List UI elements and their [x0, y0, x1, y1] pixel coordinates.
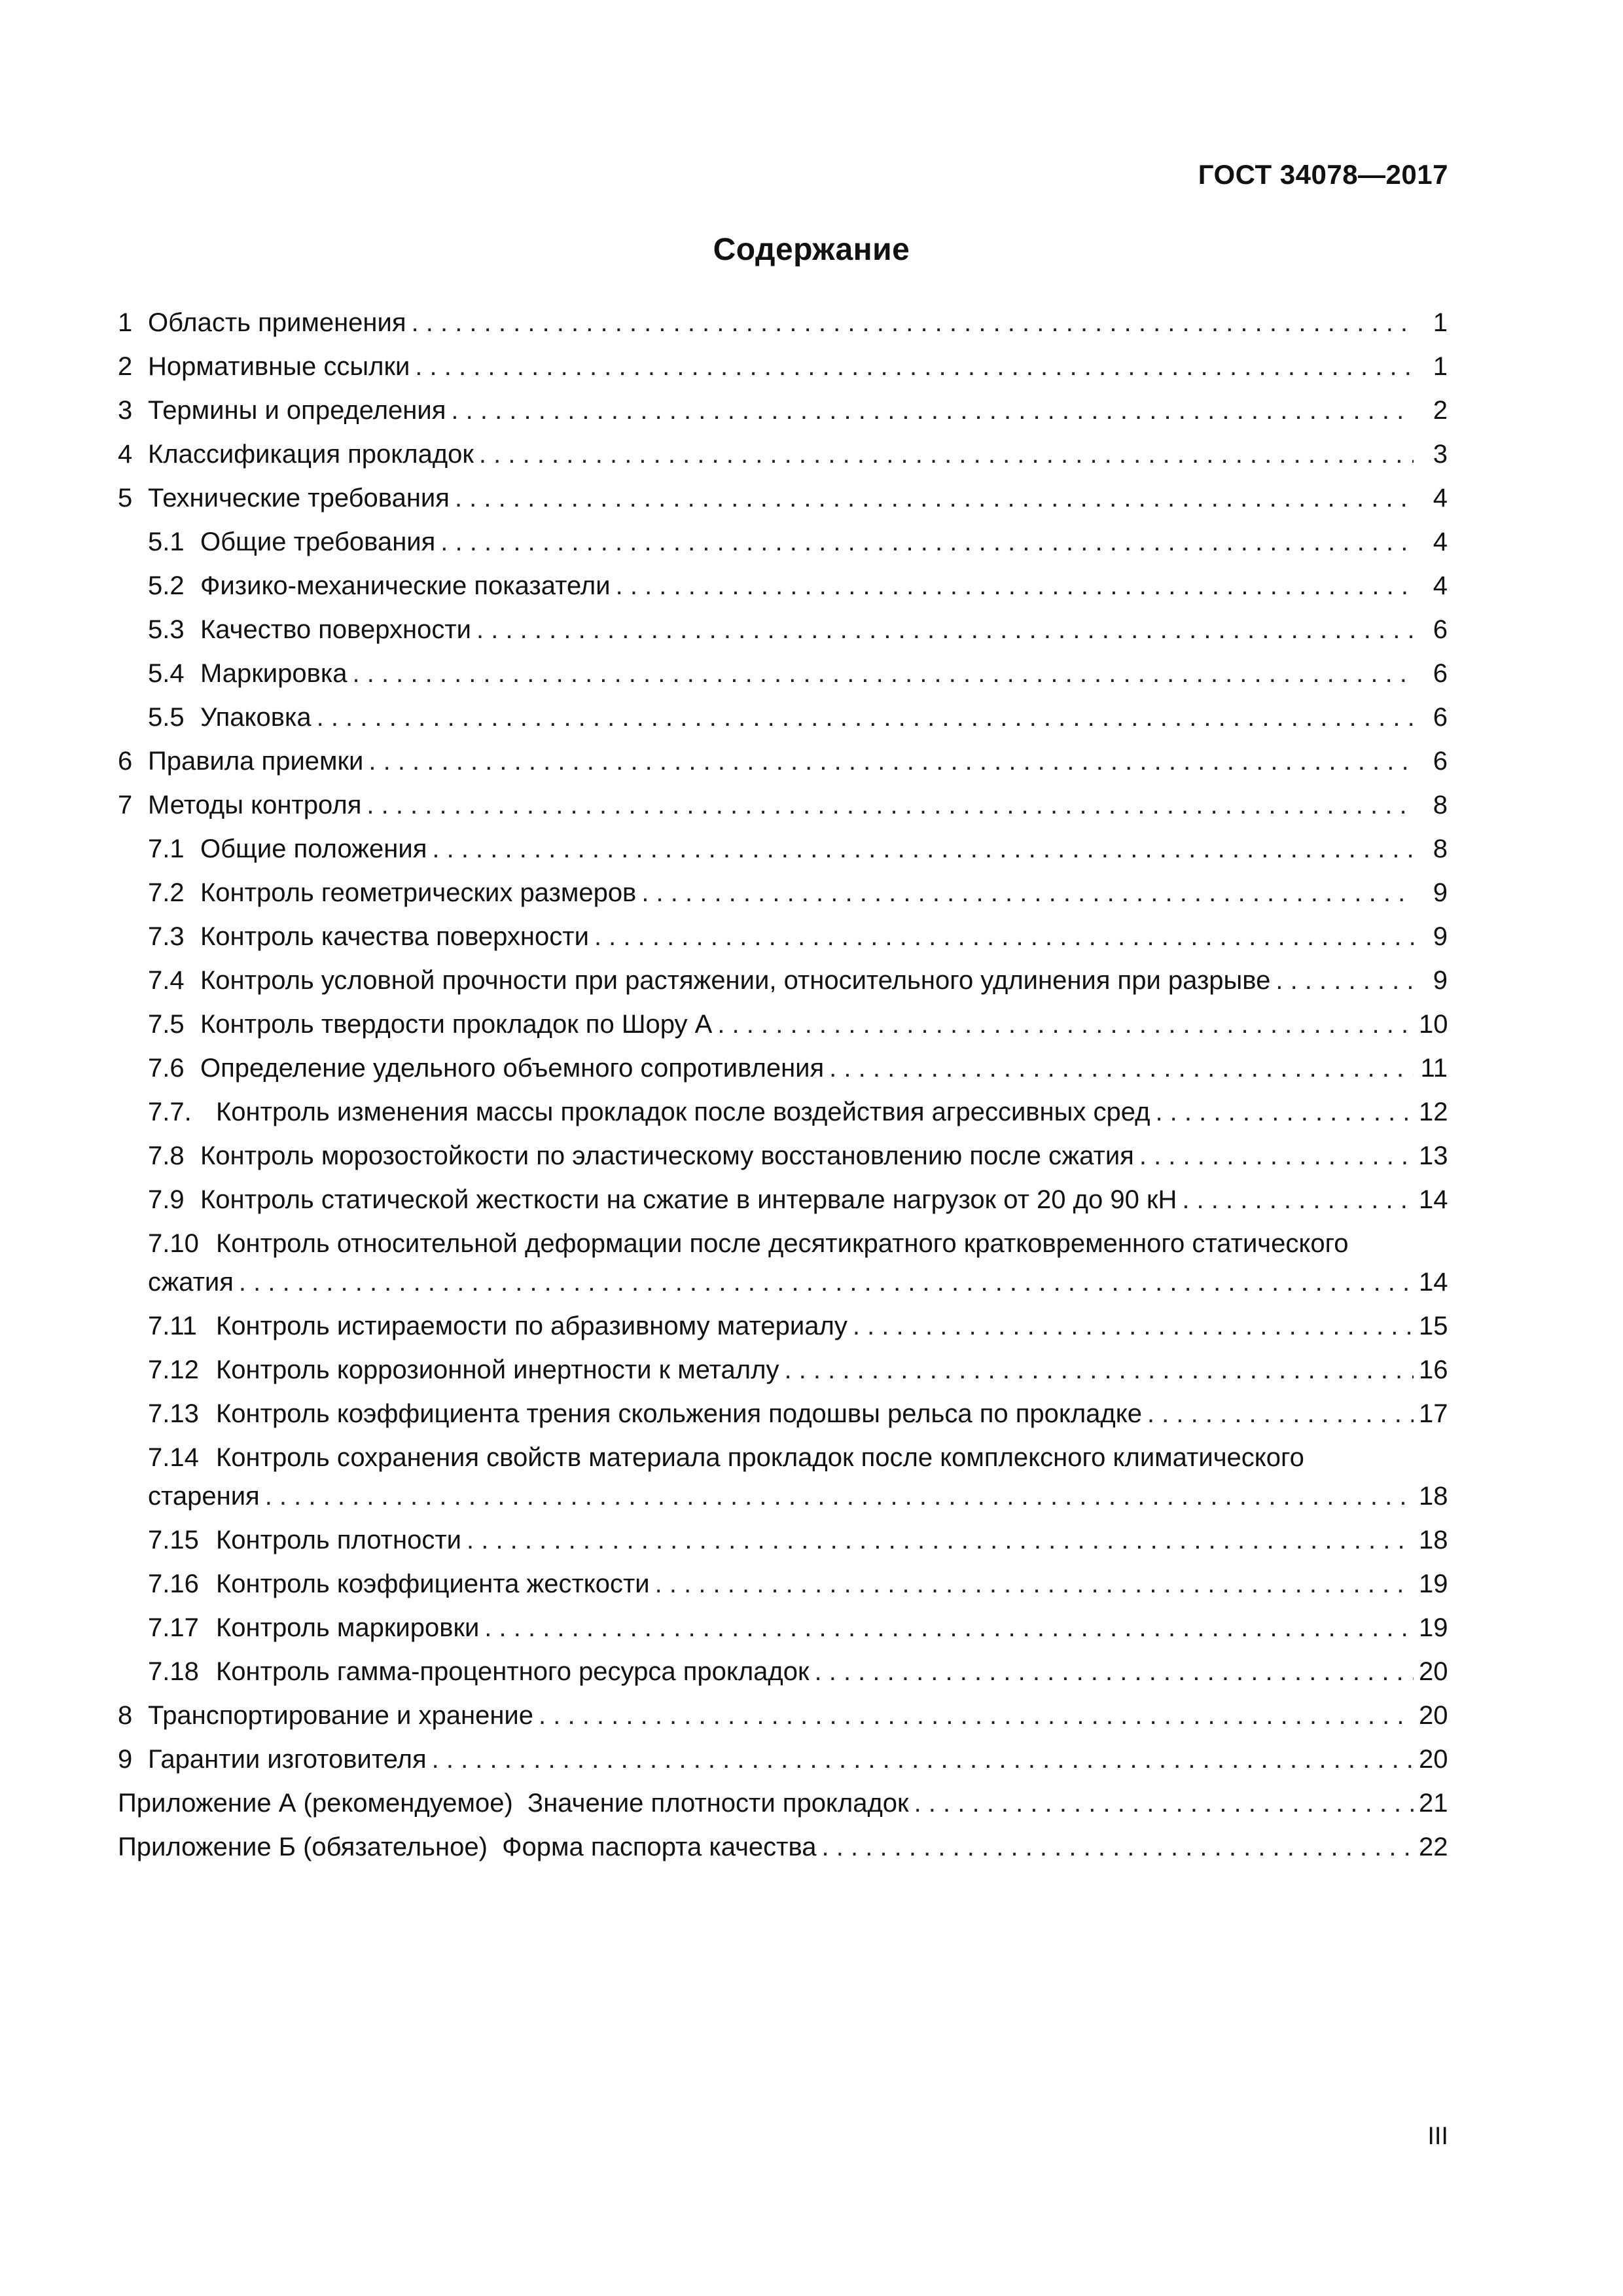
toc-entry-title: Контроль статической жесткости на сжатие в интервале нагрузок от 20 до 90 кН: [200, 1185, 1177, 1214]
dot-leader: [594, 915, 1414, 959]
dot-leader: [1275, 959, 1414, 1003]
toc-entry-page: 6: [1433, 615, 1448, 644]
toc-entry-number: 7.11: [148, 1312, 197, 1340]
toc-entry-page: 6: [1433, 703, 1448, 732]
document-code: ГОСТ 34078—2017: [1198, 159, 1448, 190]
dot-leader: [239, 1263, 1414, 1302]
toc-entry-5-5[interactable]: [118, 696, 1448, 740]
toc-entry-page: 9: [1433, 878, 1448, 907]
toc-entry-6[interactable]: [118, 740, 1448, 783]
toc-entry-number: 6: [118, 747, 133, 776]
toc-entry-number: 7.16: [148, 1570, 199, 1598]
toc-entry-number: 7.2: [148, 878, 185, 907]
toc-entry-title: Контроль коэффициента жесткости: [216, 1570, 650, 1598]
toc-entry-number: 7.4: [148, 966, 185, 995]
toc-entry-number: 7.13: [148, 1399, 199, 1428]
toc-entry-page: 21: [1419, 1789, 1448, 1818]
toc-entry-page: 13: [1419, 1141, 1448, 1170]
toc-entry-page: 20: [1419, 1701, 1448, 1730]
toc-entry-number: 1: [118, 308, 133, 337]
dot-leader: [853, 1304, 1414, 1348]
dot-leader: [484, 1606, 1414, 1650]
toc-entry-5-3[interactable]: [118, 608, 1448, 652]
toc-entry-page: 20: [1419, 1657, 1448, 1686]
toc-entry-title: Упаковка: [200, 703, 312, 732]
toc-entry-4[interactable]: [118, 433, 1448, 476]
toc-entry-appendix-b[interactable]: [118, 1825, 1448, 1869]
toc-entry-page: 20: [1419, 1745, 1448, 1774]
toc-entry-title: Область применения: [148, 308, 406, 337]
dot-leader: [914, 1782, 1414, 1825]
toc-entry-page: 4: [1433, 528, 1448, 556]
toc-entry-page: 1: [1433, 352, 1448, 381]
page-title: Содержание: [713, 232, 910, 267]
toc-entry-title: Маркировка: [200, 659, 348, 688]
toc-entry-page: 10: [1419, 1010, 1448, 1039]
toc-entry-7-14[interactable]: [118, 1436, 1448, 1518]
toc-entry-5-1[interactable]: [118, 520, 1448, 564]
toc-entry-3[interactable]: [118, 389, 1448, 433]
toc-entry-page: 6: [1433, 747, 1448, 776]
dot-leader: [655, 1562, 1414, 1606]
toc-entry-number: 5.2: [148, 571, 185, 600]
toc-entry-title: Контроль геометрических размеров: [200, 878, 637, 907]
dot-leader: [814, 1650, 1414, 1694]
toc-entry-title-continued: сжатия: [148, 1268, 234, 1297]
dot-leader: [432, 1738, 1414, 1782]
toc-entry-7-2[interactable]: [118, 871, 1448, 915]
toc-entry-page: 2: [1433, 396, 1448, 425]
dot-leader: [641, 871, 1414, 915]
dot-leader: [352, 652, 1414, 696]
toc-entry-8[interactable]: [118, 1694, 1448, 1738]
toc-entry-title: Контроль морозостойкости по эластическому восстановлению после сжатия: [200, 1141, 1134, 1170]
toc-entry-page: 4: [1433, 484, 1448, 512]
toc-entry-page: 1: [1433, 308, 1448, 337]
toc-entry-page: 19: [1419, 1613, 1448, 1642]
dot-leader: [415, 345, 1414, 389]
dot-leader: [784, 1348, 1414, 1392]
toc-entry-page: 14: [1419, 1268, 1448, 1297]
toc-entry-7-6[interactable]: [118, 1047, 1448, 1090]
toc-entry-page: 6: [1433, 659, 1448, 688]
toc-entry-7-17[interactable]: [118, 1606, 1448, 1650]
toc-entry-page: 15: [1419, 1312, 1448, 1340]
toc-entry-7-4[interactable]: [118, 959, 1448, 1003]
toc-entry-number: 7.3: [148, 922, 185, 951]
toc-entry-number: 7.6: [148, 1054, 185, 1083]
toc-entry-number: 5.4: [148, 659, 185, 688]
dot-leader: [829, 1047, 1414, 1090]
toc-entry-7-1[interactable]: [118, 827, 1448, 871]
dot-leader: [1155, 1090, 1414, 1134]
toc-entry-number: 7.1: [148, 834, 185, 863]
toc-entry-number: 7.14: [148, 1443, 199, 1472]
toc-entry-7-12[interactable]: [118, 1348, 1448, 1392]
toc-entry-title-continued: старения: [148, 1482, 260, 1511]
toc-entry-1[interactable]: [118, 301, 1448, 345]
toc-entry-page: 18: [1419, 1482, 1448, 1511]
toc-entry-title: Качество поверхности: [200, 615, 471, 644]
toc-entry-title: Контроль условной прочности при растяжении, относительного удлинения при разрыве: [200, 966, 1271, 995]
dot-leader: [822, 1825, 1414, 1869]
dot-leader: [455, 476, 1414, 520]
toc-entry-2[interactable]: [118, 345, 1448, 389]
toc-entry-page: 4: [1433, 571, 1448, 600]
dot-leader: [368, 740, 1414, 783]
toc-entry-number: 2: [118, 352, 133, 381]
toc-entry-title: Приложение А (рекомендуемое) Значение плотности прокладок: [118, 1789, 909, 1818]
toc-entry-number: 7.18: [148, 1657, 199, 1686]
toc-entry-title: Методы контроля: [148, 791, 362, 819]
toc-entry-number: 7.7.: [148, 1098, 192, 1126]
dot-leader: [440, 520, 1414, 564]
dot-leader: [451, 389, 1414, 433]
toc-entry-page: 9: [1433, 966, 1448, 995]
dot-leader: [1139, 1134, 1414, 1178]
toc-entry-number: 5.5: [148, 703, 185, 732]
toc-entry-title: Гарантии изготовителя: [148, 1745, 427, 1774]
dot-leader: [432, 827, 1414, 871]
toc-entry-title: Общие положения: [200, 834, 427, 863]
toc-entry-page: 22: [1419, 1833, 1448, 1861]
toc-entry-appendix-a[interactable]: [118, 1782, 1448, 1825]
toc-entry-title: Технические требования: [148, 484, 450, 512]
toc-entry-title: Контроль гамма-процентного ресурса прокладок: [216, 1657, 810, 1686]
dot-leader: [1147, 1392, 1414, 1436]
toc-entry-number: 7.8: [148, 1141, 185, 1170]
toc-entry-title: Контроль маркировки: [216, 1613, 480, 1642]
toc-entry-number: 9: [118, 1745, 133, 1774]
dot-leader: [1182, 1178, 1414, 1222]
toc-entry-page: 12: [1419, 1098, 1448, 1126]
table-of-contents: [118, 301, 1448, 1869]
toc-entry-5-4[interactable]: [118, 652, 1448, 696]
toc-entry-9[interactable]: [118, 1738, 1448, 1782]
toc-entry-number: 5.3: [148, 615, 185, 644]
toc-entry-number: 7.9: [148, 1185, 185, 1214]
dot-leader: [317, 696, 1414, 740]
toc-entry-7-9[interactable]: [118, 1178, 1448, 1222]
toc-entry-title: Транспортирование и хранение: [148, 1701, 534, 1730]
toc-entry-page: 19: [1419, 1570, 1448, 1598]
toc-entry-page: 3: [1433, 440, 1448, 469]
toc-entry-title: Приложение Б (обязательное) Форма паспорта качества: [118, 1833, 817, 1861]
toc-entry-page: 18: [1419, 1526, 1448, 1554]
toc-entry-7-10[interactable]: [118, 1222, 1448, 1304]
toc-entry-number: 3: [118, 396, 133, 425]
toc-entry-5[interactable]: [118, 476, 1448, 520]
toc-entry-number: 7: [118, 791, 133, 819]
toc-entry-page: 17: [1419, 1399, 1448, 1428]
toc-entry-7[interactable]: [118, 783, 1448, 827]
dot-leader: [366, 783, 1414, 827]
toc-entry-number: 7.12: [148, 1355, 199, 1384]
dot-leader: [479, 433, 1414, 476]
toc-entry-7-11[interactable]: [118, 1304, 1448, 1348]
dot-leader: [539, 1694, 1414, 1738]
toc-entry-title: Термины и определения: [148, 396, 446, 425]
dot-leader: [717, 1003, 1414, 1047]
toc-entry-title: Контроль коэффициента трения скольжения подошвы рельса по прокладке: [216, 1399, 1142, 1428]
toc-entry-title: Контроль изменения массы прокладок после воздействия агрессивных сред: [216, 1098, 1150, 1126]
toc-entry-number: 7.5: [148, 1010, 185, 1039]
toc-entry-number: 8: [118, 1701, 133, 1730]
toc-entry-title: Контроль относительной деформации после десятикратного кратковременного статического: [216, 1229, 1349, 1258]
dot-leader: [467, 1518, 1414, 1562]
toc-entry-number: 5.1: [148, 528, 185, 556]
dot-leader: [616, 564, 1414, 608]
dot-leader: [476, 608, 1414, 652]
toc-entry-7-15[interactable]: [118, 1518, 1448, 1562]
toc-entry-7-8[interactable]: [118, 1134, 1448, 1178]
toc-entry-7-16[interactable]: [118, 1562, 1448, 1606]
toc-entry-page: 8: [1433, 791, 1448, 819]
toc-entry-title: Контроль сохранения свойств материала прокладок после комплексного климатического: [216, 1443, 1304, 1472]
toc-entry-page: 16: [1419, 1355, 1448, 1384]
toc-entry-page: 8: [1433, 834, 1448, 863]
toc-entry-7-7[interactable]: [118, 1090, 1448, 1134]
toc-entry-page: 14: [1419, 1185, 1448, 1214]
toc-entry-title: Контроль качества поверхности: [200, 922, 589, 951]
page-number: III: [1427, 2123, 1448, 2150]
toc-entry-number: 7.17: [148, 1613, 199, 1642]
toc-entry-7-13[interactable]: [118, 1392, 1448, 1436]
dot-leader: [412, 301, 1414, 345]
toc-entry-title: Контроль коррозионной инертности к металлу: [216, 1355, 779, 1384]
toc-entry-title: Определение удельного объемного сопротивления: [200, 1054, 825, 1083]
toc-entry-7-3[interactable]: [118, 915, 1448, 959]
toc-entry-page: 9: [1433, 922, 1448, 951]
toc-entry-7-5[interactable]: [118, 1003, 1448, 1047]
toc-entry-number: 4: [118, 440, 133, 469]
toc-entry-page: 11: [1420, 1054, 1448, 1083]
toc-entry-title: Общие требования: [200, 528, 436, 556]
toc-entry-number: 7.10: [148, 1229, 199, 1258]
toc-entry-title: Физико-механические показатели: [200, 571, 611, 600]
toc-entry-title: Нормативные ссылки: [148, 352, 410, 381]
toc-entry-number: 7.15: [148, 1526, 199, 1554]
toc-entry-7-18[interactable]: [118, 1650, 1448, 1694]
toc-entry-title: Правила приемки: [148, 747, 364, 776]
toc-entry-5-2[interactable]: [118, 564, 1448, 608]
toc-entry-title: Контроль истираемости по абразивному материалу: [216, 1312, 847, 1340]
toc-entry-title: Классификация прокладок: [148, 440, 474, 469]
toc-entry-title: Контроль плотности: [216, 1526, 461, 1554]
dot-leader: [265, 1477, 1414, 1516]
toc-entry-number: 5: [118, 484, 133, 512]
toc-entry-title: Контроль твердости прокладок по Шору А: [200, 1010, 713, 1039]
